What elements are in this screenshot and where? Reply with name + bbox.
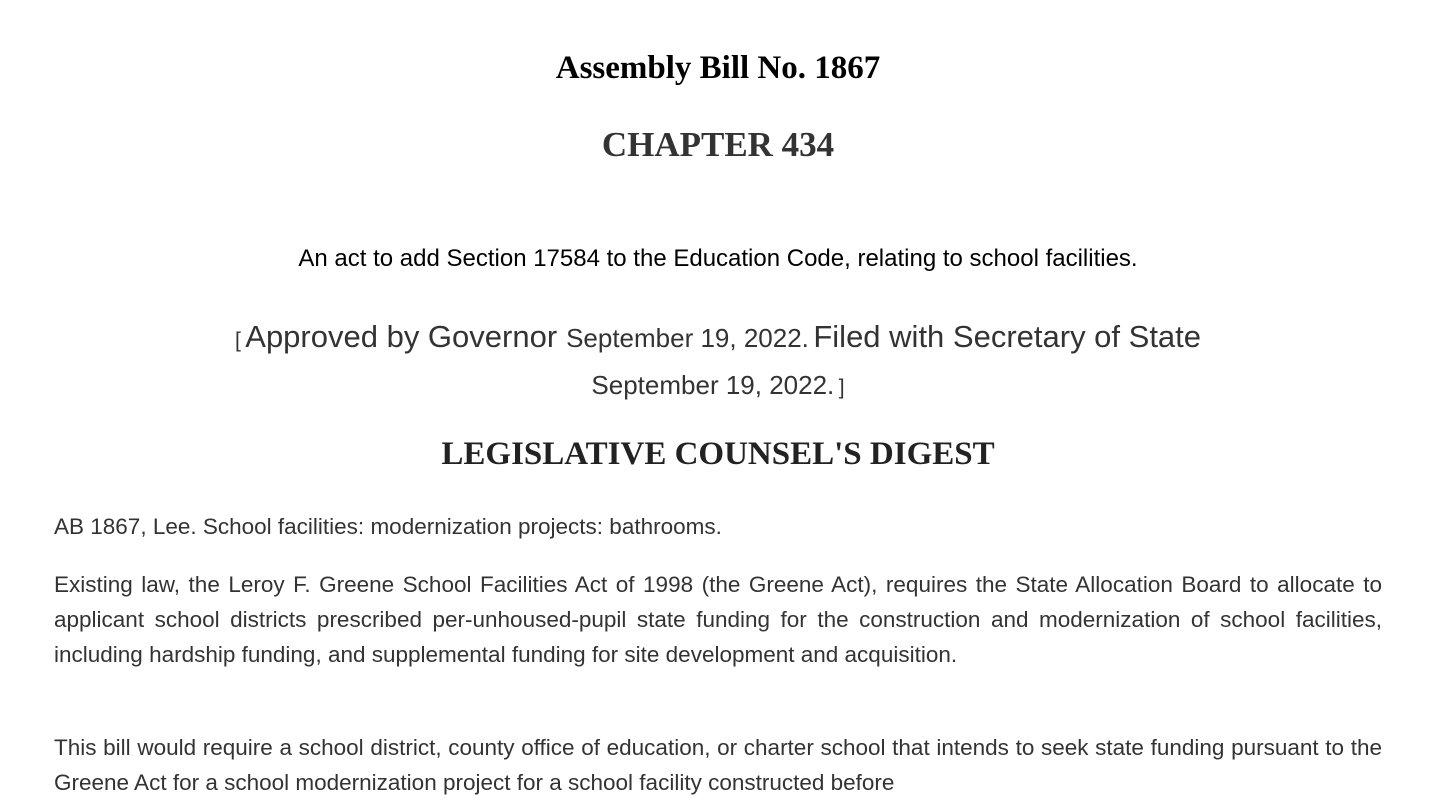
- approved-date: September 19, 2022.: [566, 323, 809, 353]
- chapter-heading: CHAPTER 434: [601, 125, 835, 164]
- approval-open-bracket: [: [234, 329, 241, 352]
- digest-paragraph: Existing law, the Leroy F. Greene School Facilities Act of 1998 (the Greene Act), requires the State Allocation Board to allocate to applicant school districts prescribed per-unhoused-pupil state funding for the construction and modernization of school facilities, including hardship funding, and supplemental funding for site development and acquisition.: [54, 572, 1382, 667]
- approval-close-bracket: ]: [838, 376, 845, 399]
- filed-date: September 19, 2022.: [591, 370, 835, 400]
- bill-title: Assembly Bill No. 1867: [555, 50, 881, 86]
- approved-label: Approved by Governor: [245, 319, 558, 354]
- digest-heading: LEGISLATIVE COUNSEL'S DIGEST: [441, 436, 995, 472]
- approval-status: [150, 315, 1286, 411]
- digest-summary: AB 1867, Lee. School facilities: modernization projects: bathrooms.: [54, 514, 722, 539]
- digest-paragraph: This bill would require a school district, county office of education, or charter school that intends to seek state funding pursuant to the Greene Act for a school modernization project for a school facility constructed before: [54, 735, 1382, 795]
- act-title: An act to add Section 17584 to the Education Code, relating to school facilities.: [298, 245, 1138, 272]
- filed-label: Filed with Secretary of State: [813, 319, 1202, 354]
